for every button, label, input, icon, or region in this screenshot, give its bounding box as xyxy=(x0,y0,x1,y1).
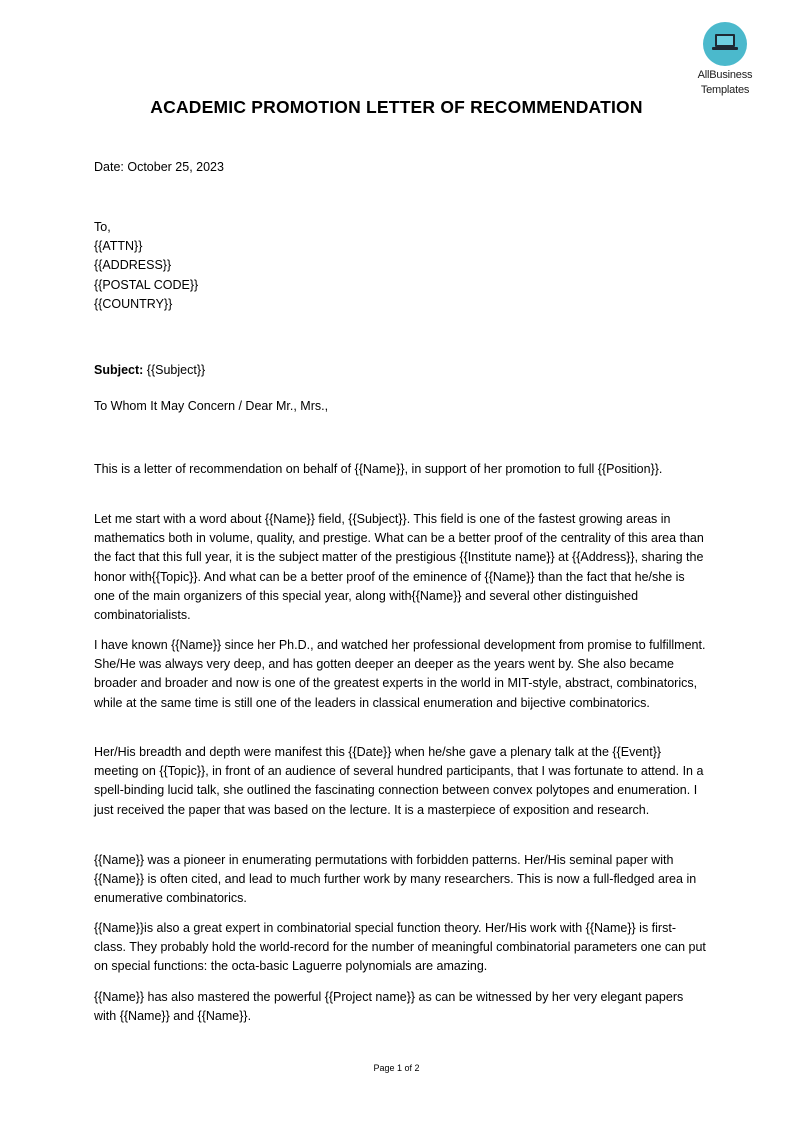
logo-badge xyxy=(703,22,747,66)
paragraph-5: {{Name}} was a pioneer in enumerating permutations with forbidden patterns. Her/His seminal paper with {{Name}} is often cited, and lead to much further work by many researchers. This is now a full-fledged area in enumerative combinatorics. xyxy=(94,853,697,906)
recipient-address xyxy=(94,218,704,314)
brand-logo xyxy=(690,22,760,96)
page-number: Page 1 of 2 xyxy=(373,1063,420,1073)
address-line-address: {{ADDRESS}} xyxy=(94,258,172,273)
salutation: To Whom It May Concern / Dear Mr., Mrs., xyxy=(94,399,329,413)
logo-text-line1: AllBusiness xyxy=(697,69,753,81)
letter-date: Date: October 25, 2023 xyxy=(94,160,224,174)
subject-value: {{Subject}} xyxy=(146,363,206,377)
subject-label: Subject: xyxy=(94,363,144,377)
paragraph-1: This is a letter of recommendation on behalf of {{Name}}, in support of her promotion to full {{Position}}. xyxy=(94,462,663,476)
letter-title: ACADEMIC PROMOTION LETTER OF RECOMMENDATION xyxy=(150,97,643,117)
address-line-attn: {{ATTN}} xyxy=(94,239,143,254)
paragraph-7: {{Name}} has also mastered the powerful {{Project name}} as can be witnessed by her very elegant papers with {{Name}} and {{Name}}. xyxy=(94,990,684,1024)
paragraph-3: I have known {{Name}} since her Ph.D., and watched her professional development from promise to fulfillment. She/He was always very deep, and has gotten deeper an deeper as the years went by. She also became broader and broader and now is one of the greatest experts in the world in MIT-style, abstract, combinatorics, while at the same time is still one of the leaders in classical enumeration and bijective combinatorics. xyxy=(94,638,706,710)
address-line-to: To, xyxy=(94,220,111,234)
paragraph-6: {{Name}}is also a great expert in combinatorial special function theory. Her/His work with {{Name}} is first-class. They probably hold the world-record for the number of meaningful combinatorial parameters one can put on special functions: the octa-basic Laguerre polynomials are amazing. xyxy=(94,921,706,974)
subject-line xyxy=(94,361,704,380)
address-line-postal-code: {{POSTAL CODE}} xyxy=(94,277,199,292)
paragraph-2: Let me start with a word about {{Name}} field, {{Subject}}. This field is one of the fastest growing areas in mathematics both in volume, quality, and prestige. What can be a better proof of the centrality of this area than the fact that this full year, it is the subject matter of the prestigious {{Institute name}} at {{Address}}, sharing the honor with{{Topic}}. And what can be a better proof of the eminence of {{Name}} than the fact that he/she is one of the main organizers of this special year, along with{{Name}} and several other distinguished combinatorialists. xyxy=(94,512,704,623)
address-line-country: {{COUNTRY}} xyxy=(94,296,173,311)
paragraph-4: Her/His breadth and depth were manifest this {{Date}} when he/she gave a plenary talk at the {{Event}} meeting on {{Topic}}, in front of an audience of several hundred participants, that I was fortunate to attend. In a spell-binding lucid talk, she outlined the fascinating connection between convex polytopes and enumeration. I just received the paper that was based on the lecture. It is a masterpiece of exposition and research. xyxy=(94,745,704,817)
logo-text-line2: Templates xyxy=(700,84,750,96)
laptop-icon xyxy=(711,32,739,54)
